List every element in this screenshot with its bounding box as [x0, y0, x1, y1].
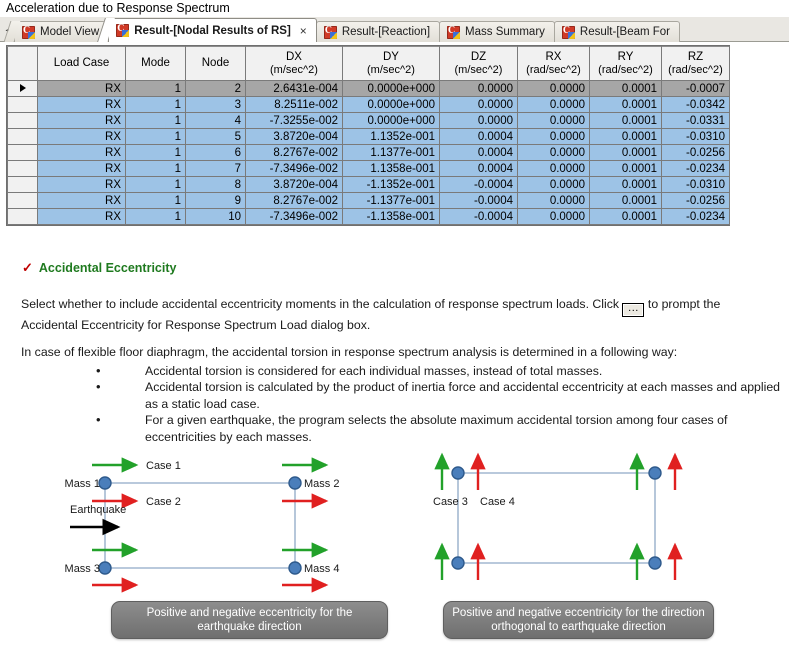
table-row[interactable]	[8, 81, 730, 97]
table-row[interactable]	[8, 193, 730, 209]
cell-mode[interactable]: 1	[126, 161, 186, 177]
cell-dx[interactable]: -7.3255e-002	[246, 113, 343, 129]
bullet-list	[21, 363, 781, 446]
mass-nodes	[452, 467, 661, 569]
check-icon: ✓	[22, 260, 33, 275]
grid-header-row	[8, 47, 730, 81]
node-mass2	[289, 477, 301, 489]
label-case3: Case 3	[433, 496, 468, 508]
paragraph-text-before: Select whether to include accidental eccentricity moments in the calculation of response spectrum loads. Click	[21, 297, 620, 311]
col-header-mode[interactable]: Mode	[126, 47, 186, 81]
cell-node[interactable]: 4	[186, 113, 246, 129]
cell-dy[interactable]: 0.0000e+000	[343, 113, 440, 129]
cell-dx[interactable]: 3.8720e-004	[246, 177, 343, 193]
label-mass3: Mass 3	[64, 563, 100, 575]
ellipsis-button[interactable]: ...	[622, 303, 644, 317]
cell-ry[interactable]: 0.0001	[590, 209, 662, 225]
cell-dx[interactable]: -7.3496e-002	[246, 209, 343, 225]
app-document-icon	[324, 26, 337, 39]
row-header[interactable]	[8, 209, 38, 225]
label-mass4: Mass 4	[304, 563, 340, 575]
cell-load-case[interactable]: RX	[38, 209, 126, 225]
cell-mode[interactable]: 1	[126, 145, 186, 161]
label-mass1: Mass 1	[64, 478, 100, 490]
cell-node[interactable]: 9	[186, 193, 246, 209]
cell-dy[interactable]: 1.1377e-001	[343, 145, 440, 161]
grid-corner-cell[interactable]	[8, 47, 38, 81]
cell-load-case[interactable]: RX	[38, 177, 126, 193]
row-header[interactable]	[8, 193, 38, 209]
tab-result-reaction[interactable]	[316, 21, 440, 42]
row-header[interactable]	[8, 113, 38, 129]
cell-dy[interactable]: 1.1352e-001	[343, 129, 440, 145]
cell-mode[interactable]: 1	[126, 113, 186, 129]
cell-dz[interactable]: -0.0004	[440, 209, 518, 225]
cell-rx[interactable]: 0.0000	[518, 113, 590, 129]
cell-rx[interactable]: 0.0000	[518, 209, 590, 225]
green-arrows-case3	[442, 455, 637, 580]
cell-ry[interactable]: 0.0001	[590, 161, 662, 177]
caption-earthquake-direction: Positive and negative eccentricity for the earthquake direction	[111, 601, 388, 639]
tab-list	[14, 17, 679, 42]
cell-rz[interactable]: -0.0342	[662, 97, 730, 113]
row-selector-triangle-icon[interactable]	[8, 81, 38, 97]
col-header-dz[interactable]: DZ (m/sec^2)	[440, 47, 518, 81]
cell-dy[interactable]: -1.1377e-001	[343, 193, 440, 209]
diagram-right-svg	[430, 443, 785, 595]
cell-mode[interactable]: 1	[126, 97, 186, 113]
tab-mass-summary[interactable]	[439, 21, 555, 42]
node-mass3	[99, 562, 111, 574]
cell-dy[interactable]: 1.1358e-001	[343, 161, 440, 177]
cell-node[interactable]: 5	[186, 129, 246, 145]
cell-dx[interactable]: 3.8720e-004	[246, 129, 343, 145]
paragraph-text-after: to prompt the Accidental Eccentricity for Response Spectrum Load dialog box.	[21, 297, 721, 332]
cell-node[interactable]: 2	[186, 81, 246, 97]
cell-rx[interactable]: 0.0000	[518, 193, 590, 209]
cell-dx[interactable]: 8.2767e-002	[246, 145, 343, 161]
col-header-load-case[interactable]: Load Case	[38, 47, 126, 81]
label-case1: Case 1	[146, 460, 181, 472]
cell-rz[interactable]: -0.0234	[662, 209, 730, 225]
cell-mode[interactable]: 1	[126, 81, 186, 97]
cell-rz[interactable]: -0.0007	[662, 81, 730, 97]
paragraph-intro: In case of flexible floor diaphragm, the accidental torsion in response spectrum analysis is determined in a following way:	[21, 345, 678, 359]
table-row[interactable]	[8, 161, 730, 177]
cell-node[interactable]: 3	[186, 97, 246, 113]
cell-dy[interactable]: 0.0000e+000	[343, 81, 440, 97]
paragraph-select-eccentricity	[21, 296, 779, 334]
node-bottom-left	[452, 557, 464, 569]
cell-load-case[interactable]: RX	[38, 113, 126, 129]
cell-dy[interactable]: -1.1352e-001	[343, 177, 440, 193]
cell-dx[interactable]: 2.6431e-004	[246, 81, 343, 97]
red-arrows-case4	[478, 455, 675, 580]
cell-load-case[interactable]: RX	[38, 193, 126, 209]
tab-close-icon[interactable]: ×	[299, 23, 307, 38]
col-header-dy[interactable]: DY (m/sec^2)	[343, 47, 440, 81]
cell-load-case[interactable]: RX	[38, 161, 126, 177]
cell-load-case[interactable]: RX	[38, 81, 126, 97]
app-document-icon	[447, 26, 460, 39]
row-header[interactable]	[8, 161, 38, 177]
cell-node[interactable]: 8	[186, 177, 246, 193]
cell-rz[interactable]: -0.0331	[662, 113, 730, 129]
cell-ry[interactable]: 0.0001	[590, 81, 662, 97]
cell-rz[interactable]: -0.0234	[662, 161, 730, 177]
table-row[interactable]	[8, 209, 730, 225]
tab-model-view[interactable]	[14, 21, 109, 42]
cell-rx[interactable]: 0.0000	[518, 97, 590, 113]
mass-frame-rectangle	[105, 483, 295, 568]
cell-ry[interactable]: 0.0001	[590, 177, 662, 193]
figure-earthquake-direction-eccentricity	[60, 443, 430, 595]
tab-label: Result-[Reaction]	[341, 26, 431, 38]
mass-frame-rectangle	[458, 473, 655, 563]
row-header[interactable]	[8, 177, 38, 193]
label-earthquake: Earthquake	[70, 504, 127, 516]
cell-node[interactable]: 6	[186, 145, 246, 161]
table-row[interactable]	[8, 177, 730, 193]
cell-dx[interactable]: -7.3496e-002	[246, 161, 343, 177]
diagram-left-svg	[60, 443, 430, 595]
cell-rz[interactable]: -0.0256	[662, 193, 730, 209]
tab-result-nodal-results-of-rs[interactable]	[108, 18, 317, 42]
cell-rx[interactable]: 0.0000	[518, 161, 590, 177]
node-mass1	[99, 477, 111, 489]
col-header-rz[interactable]: RZ (rad/sec^2)	[662, 47, 730, 81]
cell-rz[interactable]: -0.0310	[662, 129, 730, 145]
cell-rx[interactable]: 0.0000	[518, 129, 590, 145]
label-mass2: Mass 2	[304, 478, 340, 490]
cell-dz[interactable]: 0.0000	[440, 97, 518, 113]
col-header-dx[interactable]: DX (m/sec^2)	[246, 47, 343, 81]
results-grid[interactable]	[6, 45, 730, 226]
section-heading-accidental-eccentricity	[22, 260, 176, 276]
list-item: • Accidental torsion is calculated by the product of inertia force and accidental eccentricity at each masses and applied as a static load case.	[21, 379, 781, 412]
cell-dy[interactable]: 0.0000e+000	[343, 97, 440, 113]
tab-label: Result-[Nodal Results of RS]	[134, 24, 291, 37]
table-row[interactable]	[8, 97, 730, 113]
cell-rx[interactable]: 0.0000	[518, 145, 590, 161]
paragraph-flexible-diaphragm	[21, 344, 781, 446]
label-case4: Case 4	[480, 496, 515, 508]
mass-nodes	[99, 477, 301, 574]
cell-load-case[interactable]: RX	[38, 145, 126, 161]
figure-orthogonal-direction-eccentricity	[430, 443, 785, 595]
tab-label: Mass Summary	[465, 26, 545, 38]
cell-mode[interactable]: 1	[126, 193, 186, 209]
cell-rz[interactable]: -0.0310	[662, 177, 730, 193]
tab-label: Result-[Beam For	[579, 26, 671, 38]
cell-ry[interactable]: 0.0001	[590, 97, 662, 113]
cell-mode[interactable]: 1	[126, 177, 186, 193]
list-item: • For a given earthquake, the program selects the absolute maximum accidental torsion among four cases of eccentricities by each masses.	[21, 412, 781, 445]
row-header[interactable]	[8, 145, 38, 161]
cell-dz[interactable]: 0.0000	[440, 81, 518, 97]
cell-dz[interactable]: -0.0004	[440, 193, 518, 209]
app-document-icon	[22, 26, 35, 39]
row-header[interactable]	[8, 129, 38, 145]
cell-dz[interactable]: -0.0004	[440, 177, 518, 193]
cell-load-case[interactable]: RX	[38, 129, 126, 145]
cell-dz[interactable]: 0.0000	[440, 113, 518, 129]
cell-mode[interactable]: 1	[126, 129, 186, 145]
cell-ry[interactable]: 0.0001	[590, 129, 662, 145]
cell-ry[interactable]: 0.0001	[590, 113, 662, 129]
section-heading-label: Accidental Eccentricity	[38, 261, 177, 275]
list-item: • Accidental torsion is considered for each individual masses, instead of total masses.	[21, 363, 781, 380]
cell-mode[interactable]: 1	[126, 209, 186, 225]
cell-dz[interactable]: 0.0004	[440, 161, 518, 177]
col-header-ry[interactable]: RY (rad/sec^2)	[590, 47, 662, 81]
cell-load-case[interactable]: RX	[38, 97, 126, 113]
cell-node[interactable]: 7	[186, 161, 246, 177]
app-document-icon	[116, 24, 129, 37]
table-row[interactable]	[8, 113, 730, 129]
table-row[interactable]	[8, 145, 730, 161]
cell-rz[interactable]: -0.0256	[662, 145, 730, 161]
tab-bar	[0, 17, 789, 42]
label-case2: Case 2	[146, 496, 181, 508]
app-document-icon	[562, 26, 575, 39]
node-mass4	[289, 562, 301, 574]
node-bottom-right	[649, 557, 661, 569]
cell-rx[interactable]: 0.0000	[518, 81, 590, 97]
cell-ry[interactable]: 0.0001	[590, 193, 662, 209]
cell-rx[interactable]: 0.0000	[518, 177, 590, 193]
node-top-left	[452, 467, 464, 479]
cell-dz[interactable]: 0.0004	[440, 145, 518, 161]
tab-result-beam-force[interactable]	[554, 21, 680, 42]
col-header-node[interactable]: Node	[186, 47, 246, 81]
grid-body	[8, 81, 730, 225]
cell-dx[interactable]: 8.2767e-002	[246, 193, 343, 209]
table-row[interactable]	[8, 129, 730, 145]
tab-label: Model View	[40, 26, 100, 38]
cell-dy[interactable]: -1.1358e-001	[343, 209, 440, 225]
caption-orthogonal-direction: Positive and negative eccentricity for the direction orthogonal to earthquake direction	[443, 601, 714, 639]
page-title: Acceleration due to Response Spectrum	[6, 1, 230, 15]
cell-dx[interactable]: 8.2511e-002	[246, 97, 343, 113]
col-header-rx[interactable]: RX (rad/sec^2)	[518, 47, 590, 81]
row-header[interactable]	[8, 97, 38, 113]
node-top-right	[649, 467, 661, 479]
cell-dz[interactable]: 0.0004	[440, 129, 518, 145]
cell-node[interactable]: 10	[186, 209, 246, 225]
cell-ry[interactable]: 0.0001	[590, 145, 662, 161]
